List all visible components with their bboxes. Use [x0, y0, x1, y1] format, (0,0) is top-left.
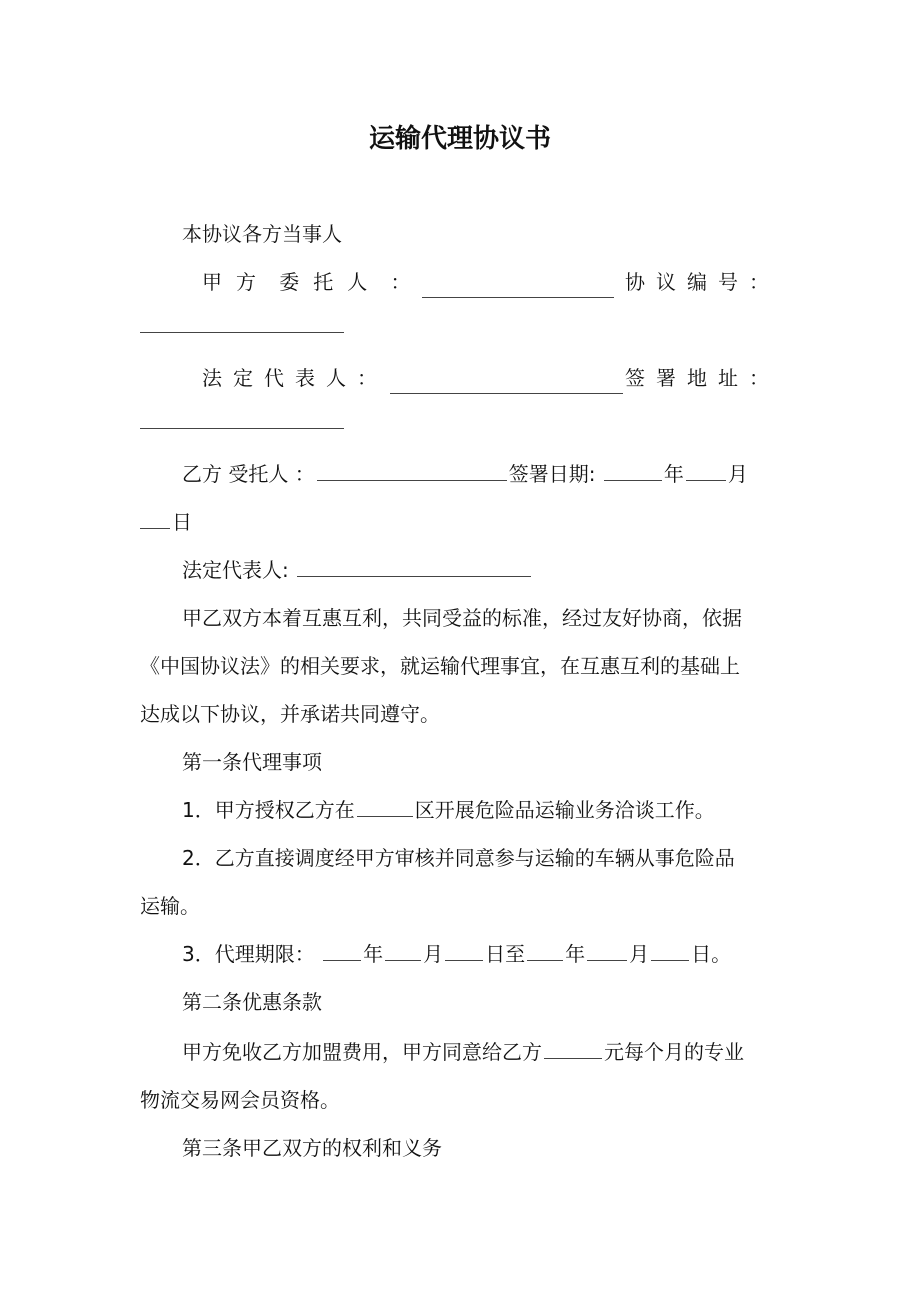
term-end-year-blank[interactable]: [527, 938, 563, 961]
article-3-heading: 第三条甲乙双方的权利和义务: [182, 1136, 442, 1160]
membership-amount-blank[interactable]: [544, 1036, 602, 1059]
sign-date-year-label: 年: [663, 462, 684, 486]
term-start-day-blank[interactable]: [445, 938, 483, 961]
article-1-item-2-line-1: 2．乙方直接调度经甲方审核并同意参与运输的车辆从事危险品: [182, 846, 735, 870]
term-end-day-label: 日。: [691, 942, 732, 966]
party-a-legal-rep-blank[interactable]: [390, 371, 623, 394]
preamble-line-3: 达成以下协议，并承诺共同遵守。: [140, 702, 440, 726]
article-2-line-1: [182, 1036, 782, 1068]
party-b-row: [182, 458, 782, 490]
sign-date-day-label: 日: [172, 510, 192, 534]
term-start-month-blank[interactable]: [385, 938, 421, 961]
parties-intro: 本协议各方当事人: [182, 222, 342, 246]
preamble-line-2: 《中国协议法》的相关要求，就运输代理事宜，在互惠互利的基础上: [140, 654, 740, 678]
region-blank[interactable]: [357, 794, 413, 817]
sign-date-day-row: [140, 506, 782, 538]
agreement-no-blank[interactable]: [140, 310, 344, 333]
sign-date-label: 签署日期:: [508, 462, 596, 486]
sign-date-day-blank[interactable]: [140, 506, 170, 529]
article-2-line-2: 物流交易网会员资格。: [140, 1088, 340, 1112]
party-b-label: 乙方 受托人 ：: [182, 462, 315, 486]
party-b-legal-rep-label: 法定代表人:: [182, 558, 289, 582]
sign-date-month-blank[interactable]: [686, 458, 726, 481]
party-a-role-label: 委托人: [279, 270, 382, 294]
sign-address-blank[interactable]: [140, 406, 344, 429]
party-a-row: [202, 266, 780, 298]
article-1-heading: 第一条代理事项: [182, 750, 322, 774]
article-1-item-1-text-a: 1．甲方授权乙方在: [182, 798, 355, 822]
term-label: 3．代理期限：: [182, 942, 315, 966]
term-end-month-label: 月: [629, 942, 650, 966]
party-a-colon: ：: [390, 270, 411, 294]
party-a-name-blank[interactable]: [422, 275, 614, 298]
article-1-item-2-line-2: 运输。: [140, 894, 200, 918]
party-b-rep-row: [182, 554, 782, 586]
article-1-item-1-text-b: 区开展危险品运输业务洽谈工作。: [414, 798, 715, 822]
term-start-year-label: 年: [363, 942, 384, 966]
party-a-rep-row: [202, 362, 780, 394]
party-b-name-blank[interactable]: [317, 458, 507, 481]
sign-address-label: 签署地址：: [625, 366, 780, 390]
term-start-day-label: 日至: [485, 942, 526, 966]
term-start-year-blank[interactable]: [323, 938, 361, 961]
sign-date-year-blank[interactable]: [604, 458, 662, 481]
party-b-legal-rep-blank[interactable]: [297, 554, 531, 577]
article-2-text-a: 甲方免收乙方加盟费用，甲方同意给乙方: [182, 1040, 542, 1064]
article-2-text-b: 元每个月的专业: [604, 1040, 744, 1064]
preamble-line-1: 甲乙双方本着互惠互利，共同受益的标准，经过友好协商，依据: [182, 606, 742, 630]
agreement-no-row: [140, 310, 782, 342]
party-a-legal-rep-label: 法定代表人：: [202, 366, 388, 390]
term-end-day-blank[interactable]: [651, 938, 689, 961]
term-end-year-label: 年: [565, 942, 586, 966]
sign-address-row: [140, 406, 782, 438]
document-title: 运输代理协议书: [368, 124, 551, 154]
article-2-heading: 第二条优惠条款: [182, 990, 322, 1014]
term-start-month-label: 月: [423, 942, 444, 966]
term-end-month-blank[interactable]: [587, 938, 627, 961]
party-a-side-label: 甲方: [202, 270, 270, 294]
sign-date-month-label: 月: [727, 462, 748, 486]
article-1-item-3: [182, 938, 782, 970]
article-1-item-1: [182, 794, 782, 826]
agreement-no-label: 协议编号：: [625, 270, 780, 294]
